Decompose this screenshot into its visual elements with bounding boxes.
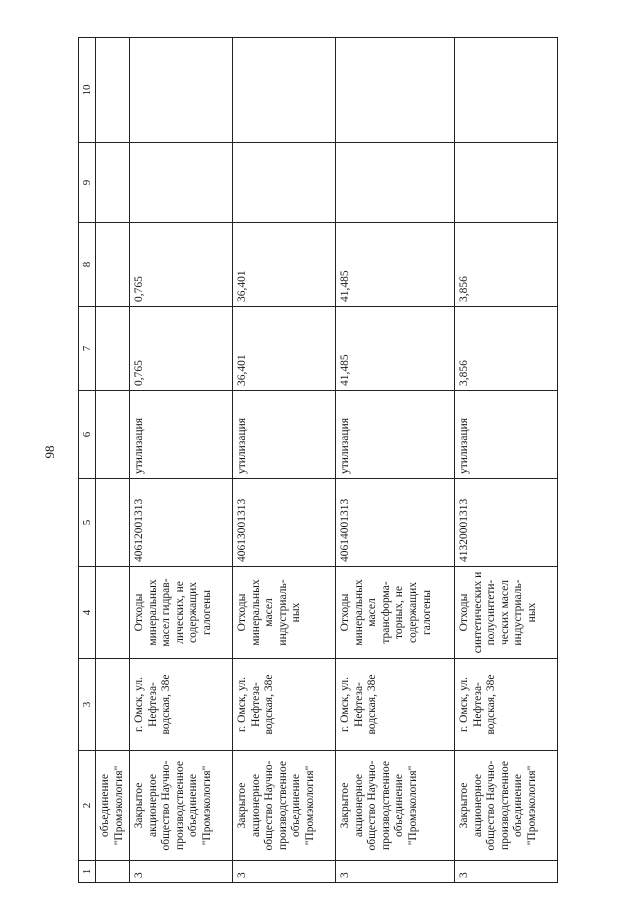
col9-value <box>454 143 557 223</box>
col7-value: 41,485 <box>336 307 455 391</box>
table-cell <box>96 479 130 567</box>
organization-name: Закрытое акционерное общество Научно-производственное объединение "Промэкология" <box>336 751 455 861</box>
col8-value: 36,401 <box>233 223 336 307</box>
address: г. Омск, ул. Нефтеза-водская, 38е <box>336 659 455 751</box>
continuation-text: объединение "Промэкология" <box>96 751 130 861</box>
col10-value <box>233 38 336 143</box>
table-row <box>130 38 233 883</box>
waste-name: Отходы минеральных масел гидрав-лических, не содержащих галогены <box>130 567 233 659</box>
table-cell <box>96 567 130 659</box>
col-header-6: 6 <box>79 391 96 479</box>
row-number: 3 <box>454 861 557 883</box>
waste-code: 40613001313 <box>233 479 336 567</box>
col7-value: 36,401 <box>233 307 336 391</box>
document-sheet <box>78 38 558 883</box>
col7-value: 0,765 <box>130 307 233 391</box>
page-number: 98 <box>42 445 57 459</box>
col-header-7: 7 <box>79 307 96 391</box>
col-header-4: 4 <box>79 567 96 659</box>
table-cell <box>96 143 130 223</box>
row-number: 3 <box>233 861 336 883</box>
rotated-table-container <box>78 38 558 883</box>
activity-type: утилизация <box>233 391 336 479</box>
waste-code: 40614001313 <box>336 479 455 567</box>
address: г. Омск, ул. Нефтеза-водская, 38е <box>130 659 233 751</box>
waste-name: Отходы минеральных масел трансформа-торных, не содержащих галогены <box>336 567 455 659</box>
waste-name: Отходы синтетических и полусинтети-ческих масел индустриаль-ных <box>454 567 557 659</box>
col-header-5: 5 <box>79 479 96 567</box>
activity-type: утилизация <box>336 391 455 479</box>
row-number: 3 <box>336 861 455 883</box>
col-header-2: 2 <box>79 751 96 861</box>
table-cell <box>96 307 130 391</box>
col9-value <box>130 143 233 223</box>
continuation-row <box>96 38 130 883</box>
col8-value: 3,856 <box>454 223 557 307</box>
col-header-1: 1 <box>79 861 96 883</box>
col-header-10: 10 <box>79 38 96 143</box>
activity-type: утилизация <box>130 391 233 479</box>
table-row <box>336 38 455 883</box>
col8-value: 41,485 <box>336 223 455 307</box>
col9-value <box>336 143 455 223</box>
table-cell <box>96 38 130 143</box>
organization-name: Закрытое акционерное общество Научно-производственное объединение "Промэкология" <box>130 751 233 861</box>
waste-table <box>78 37 558 883</box>
activity-type: утилизация <box>454 391 557 479</box>
address: г. Омск, ул. Нефтеза-водская, 38е <box>454 659 557 751</box>
organization-name: Закрытое акционерное общество Научно-производственное объединение "Промэкология" <box>233 751 336 861</box>
organization-name: Закрытое акционерное общество Научно-производственное объединение "Промэкология" <box>454 751 557 861</box>
header-row <box>79 38 96 883</box>
col10-value <box>336 38 455 143</box>
table-cell <box>96 391 130 479</box>
col10-value <box>130 38 233 143</box>
address: г. Омск, ул. Нефтеза-водская, 38е <box>233 659 336 751</box>
col-header-9: 9 <box>79 143 96 223</box>
col8-value: 0,765 <box>130 223 233 307</box>
col-header-8: 8 <box>79 223 96 307</box>
table-row <box>233 38 336 883</box>
table-cell <box>96 861 130 883</box>
table-cell <box>96 659 130 751</box>
table-row <box>454 38 557 883</box>
waste-code: 40612001313 <box>130 479 233 567</box>
col-header-3: 3 <box>79 659 96 751</box>
row-number: 3 <box>130 861 233 883</box>
col7-value: 3,856 <box>454 307 557 391</box>
waste-name: Отходы минеральных масел индустриаль-ных <box>233 567 336 659</box>
col9-value <box>233 143 336 223</box>
table-cell <box>96 223 130 307</box>
waste-code: 41320001313 <box>454 479 557 567</box>
col10-value <box>454 38 557 143</box>
